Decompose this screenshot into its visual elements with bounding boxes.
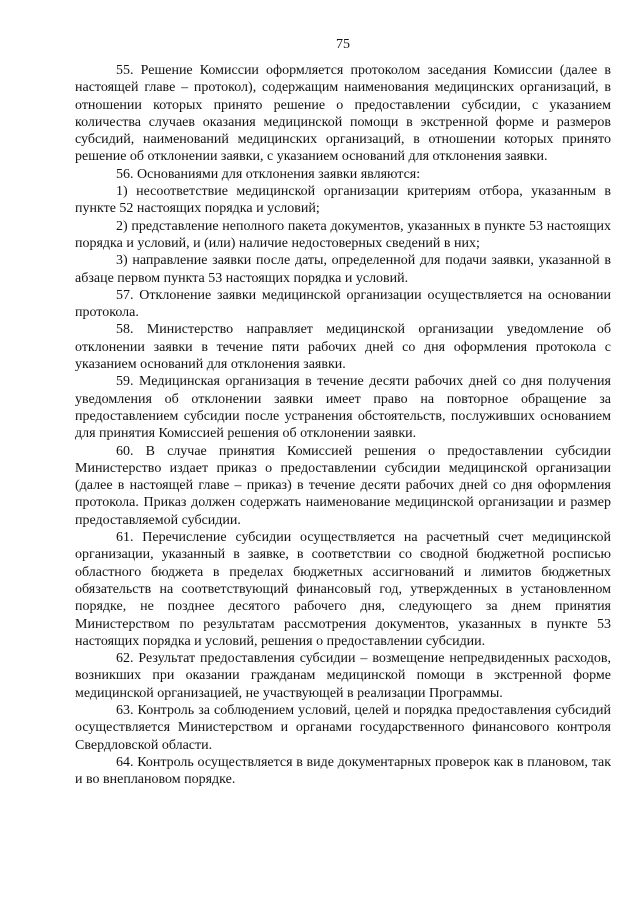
paragraph-56-item-1: 1) несоответствие медицинской организации критериям отбора, указанным в пункте 52 настоящих порядка и условий;: [75, 184, 611, 217]
paragraph-56-item-3: 3) направление заявки после даты, определенной для подачи заявки, указанной в абзаце первом пункта 53 настоящих порядка и условий.: [75, 253, 611, 286]
paragraph-59: 59. Медицинская организация в течение десяти рабочих дней со дня получения уведомления об отклонении заявки имеет право на повторное обращение за предоставлением субсидии после устранения обстоятельств, послуживших основанием для принятия Комиссией решения об отклонении заявки.: [75, 374, 611, 442]
document-page: [75, 36, 611, 788]
paragraph-61: 61. Перечисление субсидии осуществляется на расчетный счет медицинской организации, указанный в заявке, в соответствии со сводной бюджетной росписью областного бюджета в пределах бюджетных ассигнований и лимитов бюджетных обязательств на соответствующий финансовый год, утвержденных в установленном порядке, не позднее десятого рабочего дня, следующего за днем принятия Министерством по результатам рассмотрения документов, указанных в пункте 53 настоящих порядка и условий, решения о предоставлении субсидии.: [75, 530, 611, 649]
paragraph-60: 60. В случае принятия Комиссией решения о предоставлении субсидии Министерство издает приказ о предоставлении субсидии медицинской организации (далее в настоящей главе – приказ) в течение десяти рабочих дней со дня оформления протокола. Приказ должен содержать наименование медицинской организации и размер предоставляемой субсидии.: [75, 443, 611, 528]
paragraph-63: 63. Контроль за соблюдением условий, целей и порядка предоставления субсидий осуществляется Министерством и органами государственного финансового контроля Свердловской области.: [75, 702, 611, 753]
paragraph-56: 56. Основаниями для отклонения заявки являются:: [116, 166, 421, 182]
paragraph-58: 58. Министерство направляет медицинской организации уведомление об отклонении заявки в течение пяти рабочих дней со дня оформления протокола с указанием оснований для отклонения заявки.: [75, 322, 611, 373]
paragraph-57: 57. Отклонение заявки медицинской организации осуществляется на основании протокола.: [75, 287, 611, 321]
paragraph-62: 62. Результат предоставления субсидии – возмещение непредвиденных расходов, возникших при оказании гражданам медицинской помощи в экстренной форме медицинской организацией, не участвующей в реализации Программы.: [75, 651, 611, 701]
paragraph-64: 64. Контроль осуществляется в виде документарных проверок как в плановом, так и во внеплановом порядке.: [75, 754, 611, 788]
paragraph-56-item-2: 2) представление неполного пакета документов, указанных в пункте 53 настоящих порядка и условий, и (или) наличие недостоверных сведений в них;: [75, 218, 611, 251]
paragraph-55: 55. Решение Комиссии оформляется протоколом заседания Комиссии (далее в настоящей главе – протокол), содержащим наименования медицинских организаций, в отношении которых принято решение о предоставлении субсидии, с указанием количества случаев оказания медицинской помощи в экстренной форме и размеров субсидий, наименований медицинских организаций, в отношении которых принято решение об отклонении заявки, с указанием оснований для отклонения заявки.: [75, 63, 611, 165]
page-number: 75: [336, 37, 350, 52]
